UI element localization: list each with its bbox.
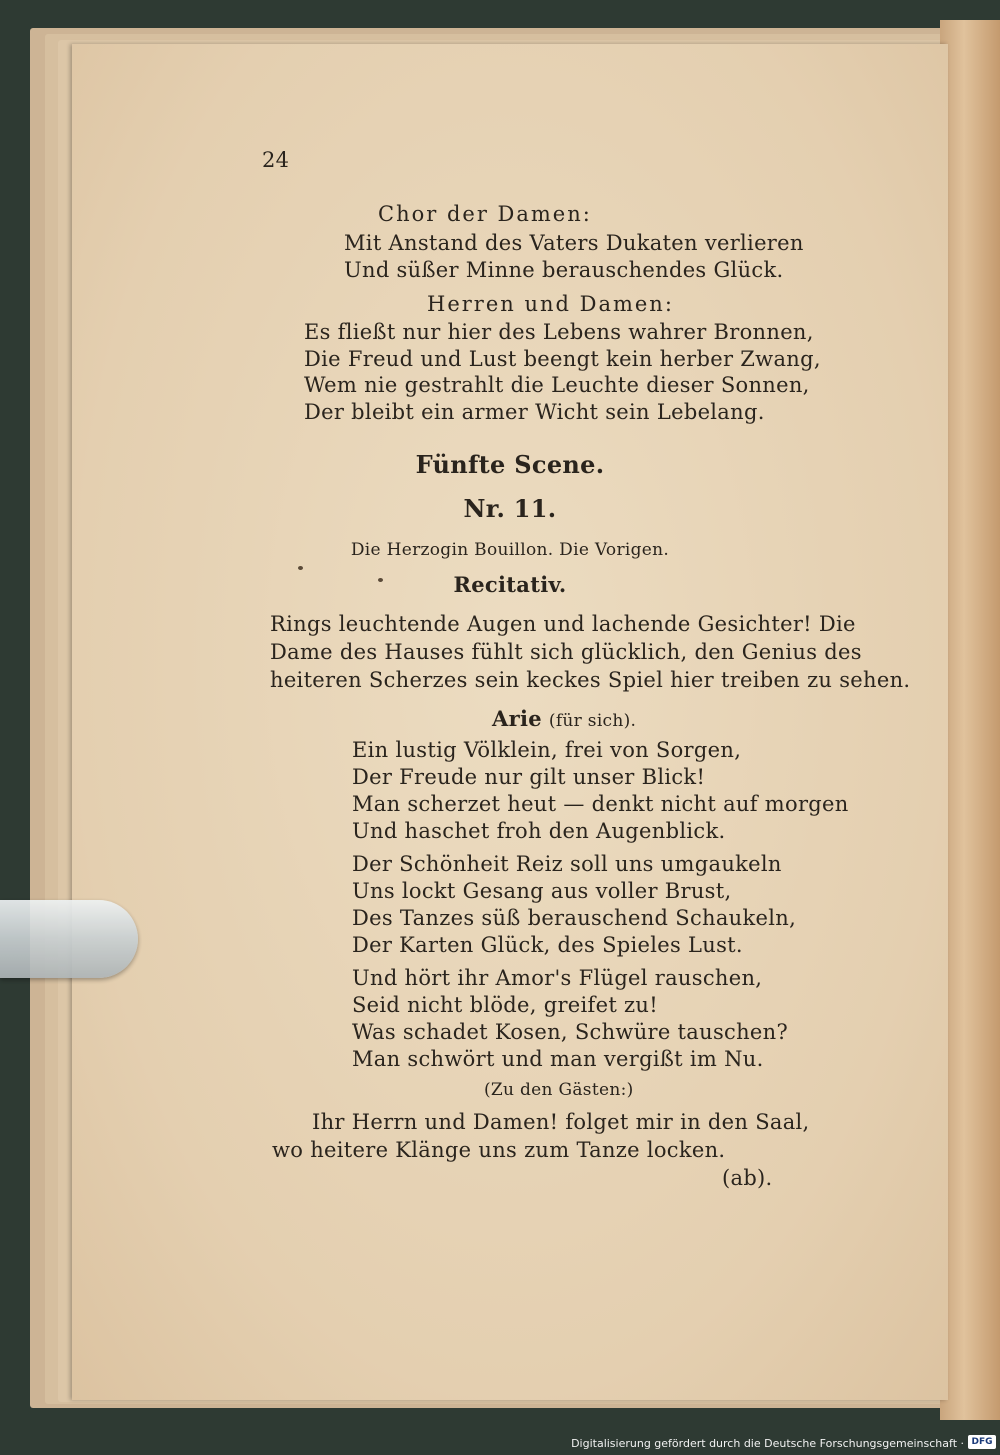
exit-direction: (ab). [722, 1166, 773, 1190]
next-page-edge [940, 20, 1000, 1420]
prose-line: Dame des Hauses fühlt sich glücklich, den Genius des [270, 640, 862, 664]
verse-line: Es fließt nur hier des Lebens wahrer Bronnen, [304, 320, 814, 344]
verse-line: Wem nie gestrahlt die Leuchte dieser Sonnen, [304, 373, 810, 397]
verse-line: Die Freud und Lust beengt kein herber Zwang, [304, 347, 821, 371]
verse-line: Der Freude nur gilt unser Blick! [352, 765, 706, 789]
arie-heading [492, 706, 636, 731]
arie-title: Arie [492, 706, 542, 731]
scene-title: Fünfte Scene. [415, 450, 605, 479]
prose-line: heiteren Scherzes sein keckes Spiel hier treiben zu sehen. [270, 668, 911, 692]
verse-line: Was schadet Kosen, Schwüre tauschen? [352, 1020, 789, 1044]
ink-speck [298, 566, 303, 570]
stage-direction-guests: (Zu den Gästen:) [484, 1080, 634, 1100]
prose-line: wo heitere Klänge uns zum Tanze locken. [272, 1138, 726, 1162]
verse-line: Man schwört und man vergißt im Nu. [352, 1047, 764, 1071]
speaker-label-chor: Chor der Damen: [378, 202, 592, 226]
verse-line: Der bleibt ein armer Wicht sein Lebelang. [304, 400, 765, 424]
page-clip [0, 900, 138, 978]
verse-line: Und haschet froh den Augenblick. [352, 819, 726, 843]
arie-note: (für sich). [548, 711, 637, 731]
verse-line: Und süßer Minne berauschendes Glück. [344, 258, 784, 282]
verse-line: Der Karten Glück, des Spieles Lust. [352, 933, 743, 957]
prose-line: Rings leuchtende Augen und lachende Gesichter! Die [270, 612, 856, 636]
verse-line: Man scherzet heut — denkt nicht auf morgen [352, 792, 849, 816]
verse-line: Des Tanzes süß berauschend Schaukeln, [352, 906, 797, 930]
verse-line: Ein lustig Völklein, frei von Sorgen, [352, 738, 742, 762]
digitization-credit: Digitalisierung gefördert durch die Deutsche Forschungsgemeinschaft · [571, 1437, 964, 1450]
dfg-logo: DFG [968, 1435, 996, 1449]
speaker-label-herren: Herren und Damen: [427, 292, 674, 316]
prose-line: Ihr Herrn und Damen! folget mir in den Saal, [312, 1110, 810, 1134]
stage-direction: Die Herzogin Bouillon. Die Vorigen. [350, 540, 670, 560]
verse-line: Der Schönheit Reiz soll uns umgaukeln [352, 852, 782, 876]
page-number: 24 [262, 148, 290, 172]
number-title: Nr. 11. [463, 494, 557, 523]
recitativ-title: Recitativ. [453, 572, 567, 597]
book-page [72, 44, 948, 1400]
verse-line: Seid nicht blöde, greifet zu! [352, 993, 658, 1017]
verse-line: Uns lockt Gesang aus voller Brust, [352, 879, 732, 903]
verse-line: Und hört ihr Amor's Flügel rauschen, [352, 966, 763, 990]
verse-line: Mit Anstand des Vaters Dukaten verlieren [344, 231, 804, 255]
